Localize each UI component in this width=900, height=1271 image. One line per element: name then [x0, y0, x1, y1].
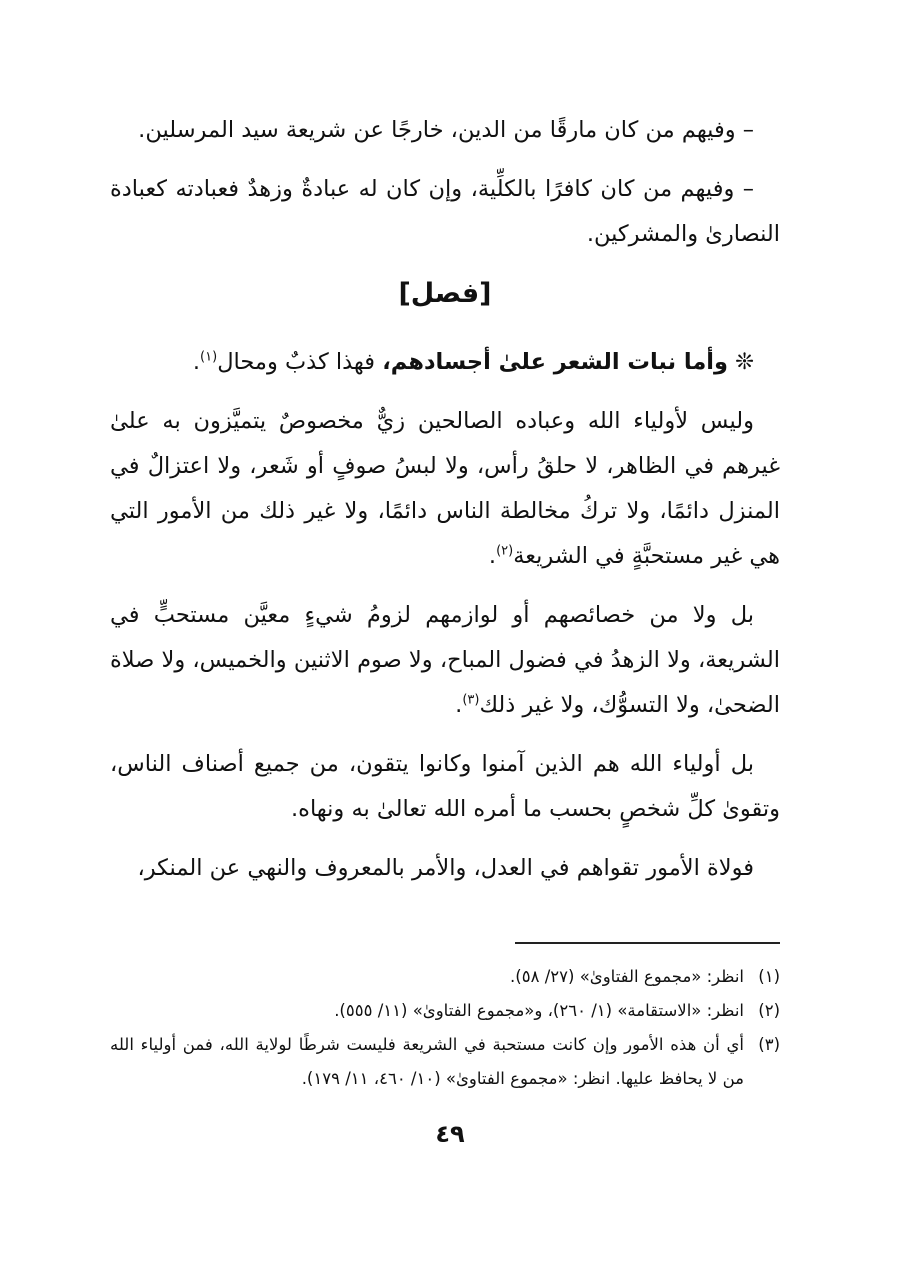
paragraph-2-text: وليس لأولياء الله وعباده الصالحين زيٌّ مخصوصٌ يتميَّزون به علىٰ غيرهم في الظاهر، لا حلقُ رأس، ولا لبسُ صوفٍ أو شَعر، ولا اعتزالٌ في المنزل دائمًا، ولا تركُ مخالطة الناس دائمًا، ولا غير ذلك من الأمور التي هي غير مستحبَّةٍ في الشريعة [110, 408, 780, 569]
bullet-line-2: – وفيهم من كان كافرًا بالكلِّية، وإن كان له عبادةٌ وزهدٌ فعبادته كعبادة النصارىٰ والمشركين. [110, 176, 780, 247]
footnote-text: أي أن هذه الأمور وإن كانت مستحبة في الشريعة فليست شرطًا لولاية الله، فمن أولياء الله من لا يحافظ عليها. انظر: «مجموع الفتاوىٰ» (١٠/ ٤٦٠، ١١/ ١٧٩). [110, 1035, 744, 1088]
paragraph-2-end: . [488, 543, 497, 569]
footnotes [110, 960, 780, 1096]
paragraph-3-end: . [455, 692, 463, 718]
main-text [110, 108, 780, 905]
footnote-ref-3: (٣) [462, 692, 480, 708]
paragraph-1-end: . [192, 349, 201, 375]
page-number: ٤٩ [435, 1120, 465, 1148]
footnote-divider [515, 942, 780, 944]
paragraph-2 [110, 399, 780, 579]
paragraph-1 [110, 340, 780, 385]
asterism-icon: ❊ [727, 349, 754, 375]
paragraph-5: فولاة الأمور تقواهم في العدل، والأمر بالمعروف والنهي عن المنكر، [137, 855, 754, 881]
footnote-2 [110, 994, 780, 1028]
bullet-line-1: – وفيهم من كان مارقًا من الدين، خارجًا عن شريعة سيد المرسلين. [138, 117, 754, 143]
footnote-number: (٣) [758, 1035, 780, 1054]
footnote-number: (٢) [758, 1001, 780, 1020]
paragraph-1-rest: فهذا كذبٌ ومحال [217, 349, 383, 375]
footnote-text: انظر: «الاستقامة» (١/ ٢٦٠)، و«مجموع الفتاوىٰ» (١١/ ٥٥٥). [334, 1001, 744, 1020]
paragraph-3 [110, 593, 780, 728]
section-heading: [فصل] [398, 278, 492, 309]
footnote-ref-2: (٢) [496, 543, 514, 559]
footnote-text: انظر: «مجموع الفتاوىٰ» (٢٧/ ٥٨). [510, 967, 744, 986]
footnote-3 [110, 1028, 780, 1096]
footnote-1 [110, 960, 780, 994]
paragraph-1-bold: وأما نبات الشعر علىٰ أجسادهم، [382, 349, 728, 375]
paragraph-4: بل أولياء الله هم الذين آمنوا وكانوا يتقون، من جميع أصناف الناس، وتقوىٰ كلِّ شخصٍ بحسب ما أمره الله تعالىٰ به ونهاه. [110, 751, 780, 822]
footnote-ref-1: (١) [200, 349, 218, 365]
paragraph-3-text: بل ولا من خصائصهم أو لوازمهم لزومُ شيءٍ معيَّن مستحبٍّ في الشريعة، ولا الزهدُ في فضول المباح، ولا صوم الاثنين والخميس، ولا صلاة الضحىٰ، ولا التسوُّك، ولا غير ذلك [110, 602, 780, 718]
footnote-number: (١) [758, 967, 780, 986]
